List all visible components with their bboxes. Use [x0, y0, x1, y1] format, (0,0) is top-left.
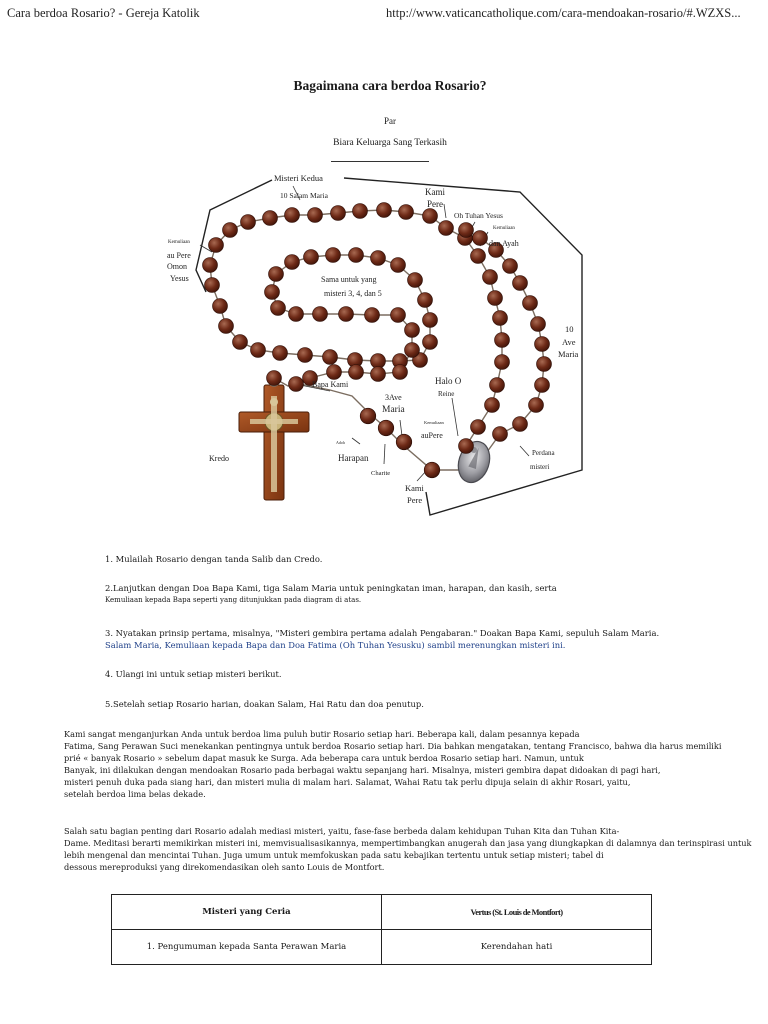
label-10-ave: 10 — [565, 324, 574, 334]
rosary-bead — [298, 348, 313, 363]
label-3ave-maria: Maria — [382, 405, 405, 415]
rosary-bead — [399, 205, 414, 220]
rosary-bead — [267, 371, 282, 386]
step-2 — [105, 582, 557, 606]
label-3ave: 3Ave — [385, 393, 402, 402]
table-cell-mystery: 1. Pengumuman kepada Santa Perawan Maria — [112, 930, 382, 965]
label-au-pere: au Pere — [167, 251, 191, 260]
label-misteri-kedua: Misteri Kedua — [274, 173, 323, 183]
rosary-bead — [459, 439, 474, 454]
rosary-bead — [513, 276, 528, 291]
document-title: Bagaimana cara berdoa Rosario? — [293, 78, 487, 93]
rosary-bead — [365, 308, 380, 323]
rosary-bead — [488, 291, 503, 306]
rosary-bead — [273, 346, 288, 361]
page-header-url: http://www.vaticancatholique.com/cara-mendoakan-rosario/#.WZXS... — [386, 6, 741, 20]
rosary-bead — [233, 335, 248, 350]
para1-line: Fatima, Sang Perawan Suci menekankan pentingnya untuk berdoa Rosario setiap hari. Dia bahkan mengatakan, tentang Francisco, bahwa dia harus memiliki — [64, 741, 722, 751]
rosary-bead — [471, 420, 486, 435]
rosary-bead — [323, 350, 338, 365]
step-2-subtext: Kemuliaan kepada Bapa seperti yang ditunjukkan pada diagram di atas. — [105, 596, 362, 604]
rosary-bead — [537, 357, 552, 372]
rosary-bead — [203, 258, 218, 273]
para1-line: misteri penuh duka pada siang hari, dan misteri mulia di malam hari. Salamat, Wahai Ratu tak perlu dipuja selain di akhir Rosari, yaitu, — [64, 777, 631, 787]
rosary-bead — [378, 420, 394, 436]
rosary-bead — [503, 259, 518, 274]
table-header-row — [112, 895, 652, 930]
rosary-bead — [408, 273, 423, 288]
rosary-bead — [529, 398, 544, 413]
author-by-label: Par — [384, 116, 396, 126]
step-3 — [105, 627, 659, 651]
rosary-bead — [331, 206, 346, 221]
rosary-bead — [473, 231, 488, 246]
para2-line: dessous mereproduksi yang direkomendasikan oleh santo Louis de Montfort. — [64, 862, 385, 872]
rosary-bead — [251, 343, 266, 358]
rosary-bead — [360, 408, 376, 424]
page-header-title: Cara berdoa Rosario? - Gereja Katolik — [7, 6, 200, 20]
step-3-text: 3. Nyatakan prinsip pertama, misalnya, "Misteri gembira pertama adalah Pengabaran." Doakan Bapa Kami, sepuluh Salam Maria. — [105, 628, 660, 638]
label-charite: Charite — [371, 470, 391, 477]
label-au-pere-yesus: Yesus — [170, 274, 189, 283]
rosary-bead — [285, 208, 300, 223]
rosary-bead — [326, 248, 341, 263]
label-kemuliaan-small: Kemuliaan — [424, 420, 444, 425]
rosary-bead — [304, 250, 319, 265]
label-10-ave-2: Ave — [562, 337, 576, 347]
label-halo-o: Halo O — [435, 376, 462, 386]
step-5: 5.Setelah setiap Rosario harian, doakan Salam, Hai Ratu dan doa penutup. — [105, 699, 424, 709]
rosary-bead — [418, 293, 433, 308]
rosary-bead — [513, 417, 528, 432]
rosary-bead — [205, 278, 220, 293]
rosary-bead — [223, 223, 238, 238]
para2-line: Salah satu bagian penting dari Rosario adalah mediasi misteri, yaitu, fase-fase berbeda dalam kehidupan Tuhan Kita dan Tuhan Kita- — [64, 826, 620, 836]
label-kredo: Kredo — [209, 454, 229, 463]
label-kami-pere-bottom-2: Pere — [407, 495, 423, 505]
table-row — [112, 930, 652, 965]
rosary-bead — [269, 267, 284, 282]
rosary-bead — [523, 296, 538, 311]
rosary-bead — [213, 299, 228, 314]
label-kami-pere-bottom: Kami — [405, 483, 424, 493]
rosary-bead — [423, 335, 438, 350]
crucifix — [239, 376, 309, 500]
rosary-bead — [391, 258, 406, 273]
rosary-bead — [493, 311, 508, 326]
label-au-pere-omon: Omon — [167, 262, 187, 271]
para1-line: Kami sangat menganjurkan Anda untuk berdoa lima puluh butir Rosario setiap hari. Beberapa kali, dalam pesannya kepada — [64, 729, 580, 739]
label-bapa-kami: Bapa Kami — [312, 380, 349, 389]
para1-line: setelah berdoa lima belas dekade. — [64, 789, 206, 799]
label-sama-untuk: Sama untuk yang — [321, 275, 377, 284]
rosary-bead — [405, 343, 420, 358]
rosary-bead — [439, 221, 454, 236]
author-name: Biara Keluarga Sang Terkasih — [333, 138, 447, 148]
label-misteri-345: misteri 3, 4, dan 5 — [324, 289, 382, 298]
label-10-salam-maria: 10 Salam Maria — [280, 191, 328, 200]
rosary-bead — [535, 337, 550, 352]
rosary-bead — [327, 365, 342, 380]
rosary-bead — [391, 308, 406, 323]
label-10-ave-3: Maria — [558, 349, 579, 359]
rosary-bead — [423, 313, 438, 328]
para2-line: Dame. Meditasi berarti memikirkan misteri ini, memvisualisasikannya, mempertimbangkan anugerah dan jasa yang diungkapkan di dalamnya dan terinspirasi untuk — [64, 838, 752, 848]
rosary-bead — [339, 307, 354, 322]
rosary-bead — [423, 209, 438, 224]
label-kami-pere-top-2: Pere — [427, 199, 443, 209]
rosary-bead — [495, 355, 510, 370]
rosary-bead — [495, 333, 510, 348]
rosary-bead — [535, 378, 550, 393]
step-3-blue-text: Salam Maria, Kemuliaan kepada Bapa dan Doa Fatima (Oh Tuhan Yesusku) sambil merenungkan misteri ini. — [105, 640, 566, 650]
rosary-bead — [396, 434, 412, 450]
step-4: 4. Ulangi ini untuk setiap misteri berikut. — [105, 669, 282, 679]
label-kami-pere-top: Kami — [425, 187, 445, 197]
table-header-mysteries: Misteri yang Ceria — [112, 895, 382, 930]
mysteries-table — [111, 894, 652, 965]
rosary-bead — [263, 211, 278, 226]
paragraph-daily-rosary — [64, 728, 764, 800]
rosary-bead — [424, 462, 440, 478]
rosary-bead — [371, 367, 386, 382]
rosary-bead — [265, 285, 280, 300]
rosary-bead — [219, 319, 234, 334]
rosary-bead — [371, 251, 386, 266]
label-dan-ayah: dan Ayah — [489, 239, 519, 248]
rosary-bead — [531, 317, 546, 332]
label-perdana-misteri: misteri — [530, 463, 550, 471]
para1-line: Banyak, ini dilakukan dengan mendoakan Rosario pada berbagai waktu sepanjang hari. Misalnya, misteri gembira dapat didoakan di pagi hari, — [64, 765, 661, 775]
rosary-bead — [405, 323, 420, 338]
rosary-bead — [349, 248, 364, 263]
label-kemuliaan-left: Kemuliaan — [168, 240, 190, 245]
label-aupere-small: auPere — [421, 431, 443, 440]
rosary-bead — [393, 365, 408, 380]
rosary-bead — [349, 365, 364, 380]
rosary-bead — [377, 203, 392, 218]
step-1: 1. Mulailah Rosario dengan tanda Salib dan Credo. — [105, 554, 323, 564]
rosary-bead — [308, 208, 323, 223]
rosary-bead — [289, 307, 304, 322]
table-header-virtues: Vertus (St. Louis de Montfort) — [382, 895, 652, 930]
rosary-bead — [471, 249, 486, 264]
rosary-bead — [289, 377, 304, 392]
table-cell-virtue: Kerendahan hati — [382, 930, 652, 965]
rosary-bead — [485, 398, 500, 413]
rosary-bead — [313, 307, 328, 322]
label-kemuliaan-right: Kemuliaan — [493, 226, 515, 231]
para1-line: prié « banyak Rosario » sebelum dapat masuk ke Surga. Ada beberapa cara untuk berdoa Rosario setiap hari. Namun, untuk — [64, 753, 584, 763]
rosary-bead — [271, 301, 286, 316]
label-adoh: Adoh — [336, 440, 345, 445]
rosary-bead — [459, 223, 474, 238]
paragraph-meditation — [64, 825, 764, 873]
rosary-bead — [493, 427, 508, 442]
rosary-bead — [353, 204, 368, 219]
para2-line: lebih mengenal dan mencintai Tuhan. Juga umum untuk memfokuskan pada satu kebajikan tertentu untuk setiap misteri; tabel di — [64, 850, 604, 860]
rosary-bead — [241, 215, 256, 230]
rosary-bead — [483, 270, 498, 285]
rosary-bead — [490, 378, 505, 393]
rosary-bead — [209, 238, 224, 253]
step-2-text: 2.Lanjutkan dengan Doa Bapa Kami, tiga Salam Maria untuk peningkatan iman, harapan, dan kasih, serta — [105, 583, 557, 593]
label-perdana: Perdana — [532, 449, 555, 457]
label-reine: Reine — [438, 390, 455, 398]
label-oh-tuhan-yesus: Oh Tuhan Yesus — [454, 211, 503, 220]
rosary-bead — [285, 255, 300, 270]
label-harapan: Harapan — [338, 453, 369, 463]
